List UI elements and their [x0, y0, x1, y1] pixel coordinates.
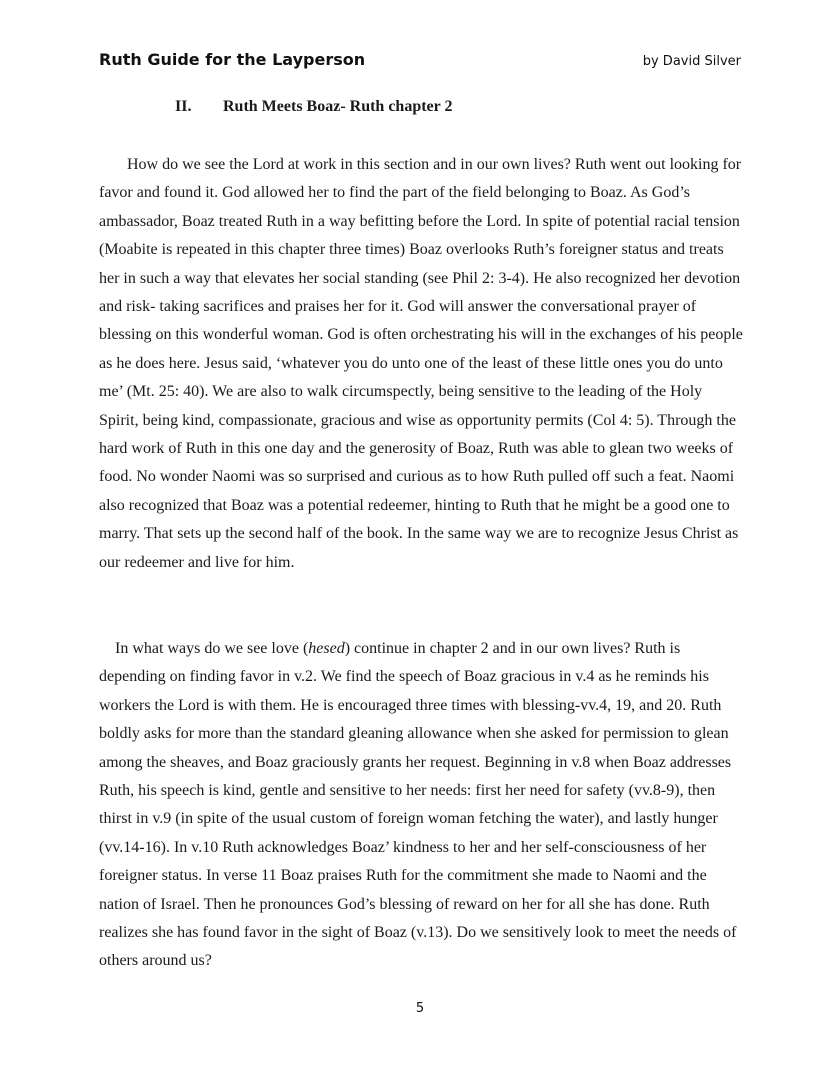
author-byline: by David Silver	[642, 54, 741, 69]
paragraph-text: How do we see the Lord at work in this section and in our own lives? Ruth went out looking for favor and found it. God allowed her to find the part of the field belonging to Boaz. As God’s ambassador, Boaz treated Ruth in a way befitting before the Lord. In spite of potential racial tension (Moabite is repeated in this chapter three times) Boaz overlooks Ruth’s foreigner status and treats her in such a way that elevates her social standing (see Phil 2: 3-4). He also recognized her devotion and risk- taking sacrifices and praises her for it. God will answer the conversational prayer of blessing on this wonderful woman. God is often orchestrating his will in the exchanges of his people as he does here. Jesus said, ‘whatever you do unto one of the least of these little ones you do unto me’ (Mt. 25: 40). We are also to walk circumspectly, being sensitive to the leading of the Holy Spirit, being kind, compassionate, gracious and wise as opportunity permits (Col 4: 5). Through the hard work of Ruth in this one day and the generosity of Boaz, Ruth was able to glean two weeks of food. No wonder Naomi was so surprised and curious as to how Ruth pulled off such a feat. Naomi also recognized that Boaz was a potential redeemer, hinting to Ruth that he might be a good one to marry. That sets up the second half of the book. In the same way we are to recognize Jesus Christ as our redeemer and live for him.	[99, 156, 743, 571]
page-number: 5	[415, 1001, 425, 1016]
document-title: Ruth Guide for the Layperson	[99, 50, 366, 69]
paragraph-text: In what ways do we see love (	[115, 640, 309, 657]
body-paragraph	[99, 635, 743, 976]
paragraph-indent	[99, 156, 127, 173]
section-heading	[175, 98, 452, 116]
section-title: Ruth Meets Boaz- Ruth chapter 2	[223, 98, 453, 115]
section-number: II.	[175, 98, 192, 115]
paragraph-text: ) continue in chapter 2 and in our own lives? Ruth is depending on finding favor in v.2. We find the speech of Boaz gracious in v.4 as he reminds his workers the Lord is with them. He is encouraged three times with blessing-vv.4, 19, and 20. Ruth boldly asks for more than the standard gleaning allowance when she asked for permission to glean among the sheaves, and Boaz graciously grants her request. Beginning in v.8 when Boaz addresses Ruth, his speech is kind, gentle and sensitive to her needs: first her need for safety (vv.8-9), then thirst in v.9 (in spite of the usual custom of foreign woman fetching the water), and lastly hunger (vv.14-16). In v.10 Ruth acknowledges Boaz’ kindness to her and her self-consciousness of her foreigner status. In verse 11 Boaz praises Ruth for the commitment she made to Naomi and the nation of Israel. Then he pronounces God’s blessing of reward on her for all she has done. Ruth realizes she has found favor in the sight of Boaz (v.13). Do we sensitively look to meet the needs of others around us?	[99, 640, 737, 970]
paragraph-indent	[99, 640, 115, 657]
emphasized-term: hesed	[308, 640, 345, 657]
body-paragraph	[99, 151, 743, 577]
